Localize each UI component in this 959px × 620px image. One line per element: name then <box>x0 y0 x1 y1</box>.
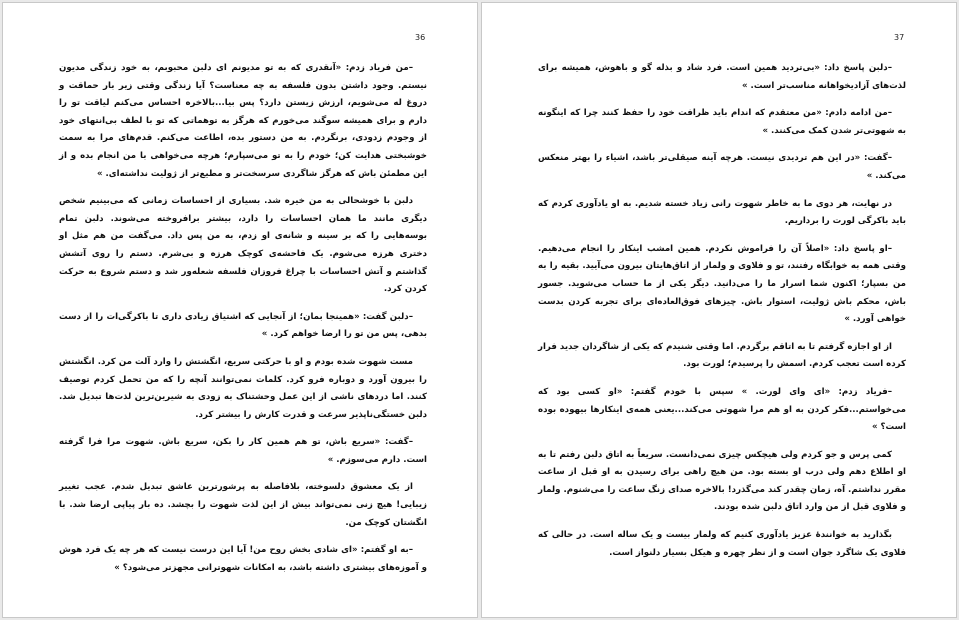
paragraph: –دلبن پاسخ داد: «بی‌تردید همین است. فرد شاد و بذله گو و باهوش، همیشه برای لذت‌های آزادیخواهانه مناسب‌تر است. » <box>538 63 906 91</box>
paragraph: مست شهوت شده بودم و او با حرکتی سریع، انگشتش را وارد آلت من کرد. انگشتش را بیرون آورد و دوباره فرو کرد. کلمات نمی‌توانند آنچه را که من تحمل کردم توصیف کنند. اما دردهای ناشی از این عمل وحشتناک به زودی به شیرین‌ترین لذت‌ها تبدیل شد. دلبن خستگی‌ناپذیر سرعت و قدرت کارش را بیشتر کرد. <box>59 356 427 420</box>
paragraph: –گفت: «سریع باش، تو هم همین کار را بکن، سریع باش. شهوت مرا فرا گرفته است. دارم می‌سوزم. » <box>59 437 427 465</box>
paragraph: –گفت: «در این هم تردیدی نیست. هرچه آینه صیقلی‌تر باشد، اشیاء را بهتر منعکس می‌کند. » <box>538 153 906 181</box>
paragraph: در نهایت، هر دوی ما به خاطر شهوت رانی زیاد خسته شدیم. به او یادآوری کردم که باید باکرگی لورت را برداریم. <box>538 198 906 227</box>
paragraph: از یک معشوق دلسوخته، بلافاصله به پرشورترین عاشق تبدیل شدم. عجب تغییر زیبایی! هیچ زنی نمی‌تواند بیش از این لذت شهوت را بچشد. ده بار پیاپی ارضا شد. با انگشتان کوچک من. <box>59 482 427 528</box>
paragraph: –من ادامه دادم: «من معتقدم که اندام باید ظرافت خود را حفظ کنند چرا که اینگونه به شهوتی‌تر شدن کمک می‌کنند. » <box>538 108 906 136</box>
page-body-text <box>59 60 427 587</box>
paragraph: –به او گفتم: «ای شادی بخش روح من! آیا این درست نیست که هر چه یک فرد هوش و آموزه‌های بیشتری داشته باشد، به امکانات شهوترانی مجهزتر می‌شود؟ » <box>59 545 427 573</box>
paragraph: کمی پرس و جو کردم ولی هیچکس چیزی نمی‌دانست. سریعاً به اتاق دلبن رفتم تا به او اطلاع دهم ولی درب او بسته بود. من هیچ راهی برای رسیدن به او قبل از ساعت مقرر نداشتم. آه، زمان چقدر کند می‌گذرد! بالاخره صدای زنگ ساعت را می‌شنوم. ولمار و فلاوی قبل از من وارد اتاق دلبن شده بودند. <box>538 449 906 513</box>
paragraph: دلبن با خوشحالی به من خیره شد. بسیاری از احساسات زمانی که می‌بینیم شخص دیگری مانند ما همان احساسات را دارد، بیشتر برافروخته می‌شوند. دلبن تمام بوسه‌هایی را که بر سینه و شانه‌ی او زدم، به من پس داد. می‌گفت من هم مثل او دختری هرزه می‌شوم. یک فاحشه‌ی کوچک هرزه و بی‌شرم. دستم را روی آتشش گذاشتم و آتش احساسات با چراغ فروزان فلسفه شعله‌ور شد و دستم شروع به حرکت کردن کرد. <box>59 196 427 295</box>
page-right <box>481 2 957 618</box>
page-body-text <box>538 60 906 572</box>
paragraph: بگذارید به خوانندهٔ عزیز یادآوری کنیم که ولمار بیست و یک ساله است. در حالی که فلاوی یک شاگرد جوان است و از نظر چهره و هیکل بسیار دلنواز است. <box>538 530 906 558</box>
paragraph: از او اجازه گرفتم تا به اتاقم برگردم. اما وقتی شنیدم که یکی از شاگردان جدید فرار کرده است تعجب کردم. اسمش را پرسیدم؛ لورت بود. <box>538 341 906 370</box>
paragraph: –او پاسخ داد: «اصلاً آن را فراموش نکردم. همین امشب اینکار را انجام می‌دهیم. وقتی همه به خوابگاه رفتند، تو و فلاوی و ولمار از اتاق‌هایتان بیرون می‌آیید. بقیه را به من بسپار؛ اکنون شما اسرار ما را می‌دانید. دیگر یکی از ما حساب می‌شوید. جسور باش، محکم باش ژولیت، استوار باش. چیزهای فوق‌العاده‌ای برای تجربه کردن بدست خواهی آورد. » <box>538 243 906 325</box>
paragraph: –دلبن گفت: «همینجا بمان؛ از آنجایی که اشتیاق زیادی داری تا باکرگی‌ات را از دست بدهی، پس من تو را ارضا خواهم کرد. » <box>59 311 427 340</box>
page-left <box>2 2 478 618</box>
page-number: 36 <box>415 33 426 42</box>
paragraph: –من فریاد زدم: «آنقدری که به تو مدیونم ای دلبن محبوبم، به خود زندگی مدیون نیستم. وجود داشتن بدون فلسفه به چه معناست؟ آیا زندگی وقتی زیر بار حماقت و دروغ له می‌شویم، ارزش زیستن دارد؟ پس بیا...بالاخره احساس می‌کنم لیاقت تو را دارم و برای همیشه سوگند می‌خورم که هرگز به توهماتی که تو با لطف بی‌انتهای خود از وجودم زدودی، برنگردم. به من دستور بده، اطاعت می‌کنم. قدم‌های مرا به سمت خوشبختی هدایت کن؛ خودم را به تو می‌سپارم؛ هرچه می‌خواهی با من انجام بده و از این مطمئن باش که هرگز شاگردی سرسخت‌تر و مطیع‌تر از ژولیت نداشته‌ای. » <box>59 63 427 179</box>
paragraph: –فریاد زدم: «ای وای لورت. » سپس با خودم گفتم: «او کسی بود که می‌خواستم...فکر کردن به او هم مرا شهوتی می‌کند...یعنی همه‌ی اینکارها بیهوده بوده است؟ » <box>538 386 906 433</box>
page-number: 37 <box>894 33 905 42</box>
